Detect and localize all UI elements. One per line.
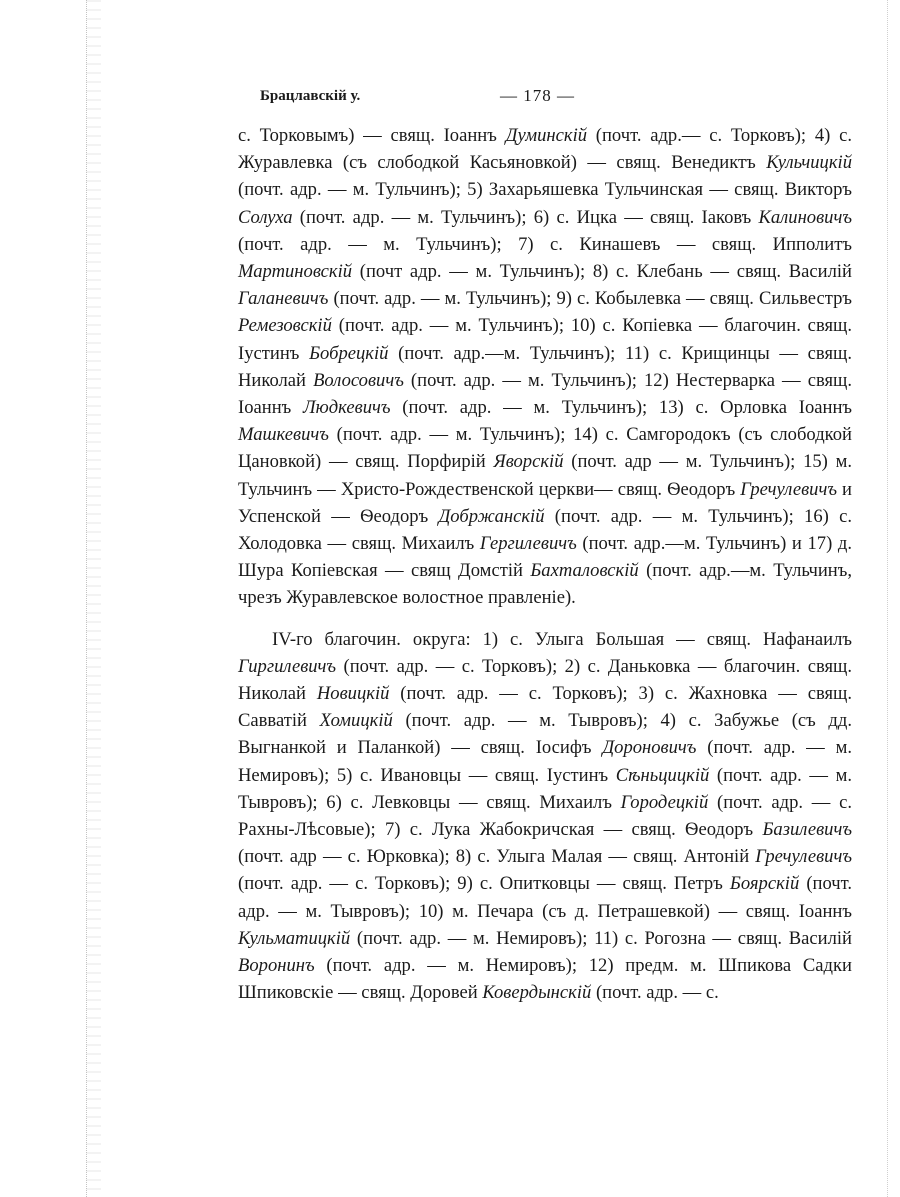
italic-name: Людкевичъ (303, 397, 391, 419)
italic-name: Городецкій (620, 791, 709, 813)
italic-name: Дороновичъ (602, 737, 697, 759)
running-head-county: Брацлавскій у. (260, 88, 361, 104)
italic-name: Мартиновскій (238, 261, 353, 283)
text-run: (почт. адр.—м. Тульчинъ) и 17) д. Шура Копіевская — свящ Домстій (238, 533, 853, 582)
paragraph (238, 122, 852, 612)
italic-name: Новицкій (316, 683, 390, 705)
text-run: с. Торковымъ) — свящ. Іоаннъ (238, 125, 506, 146)
italic-name: Волосовичъ (313, 369, 404, 391)
text-run: (почт. адр. — м. Тульчинъ); 9) с. Кобылевка — свящ. Сильвестръ (328, 288, 852, 310)
page-header (260, 86, 850, 112)
text-run: (почт. адр. — м. Немировъ); 5) с. Ивановцы — свящ. Іустинъ (238, 737, 852, 786)
text-run: (почт. адр. — с. Торковъ); 3) с. Жахновка — свящ. Савватій (238, 683, 852, 732)
text-run: (почт. адр. — с. Рахны-Лѣсовые); 7) с. Лука Жабокричская — свящ. Ѳеодоръ (238, 791, 852, 841)
paragraph (238, 626, 852, 1007)
italic-name: Базилевичъ (762, 819, 852, 841)
italic-name: Солуха (238, 206, 293, 228)
text-run: (почт. адр. — м. Тывровъ); 4) с. Забужье (съ дд. Выгнанкой и Паланкой) — свящ. Іосифъ (238, 710, 852, 759)
italic-name: Гергилевичъ (479, 533, 577, 555)
italic-name: Машкевичъ (238, 424, 329, 446)
text-run: (почт. адр. — м. Немировъ); 11) с. Рогозна — свящ. Василій (350, 927, 852, 949)
italic-name: Яворскій (493, 451, 564, 473)
text-run: (почт. адр.—м. Тульчинъ); 11) с. Крищинцы — свящ. Николай (238, 342, 852, 391)
italic-name: Кульчицкій (766, 152, 852, 174)
italic-name: Гречулевичъ (740, 478, 837, 500)
italic-name: Думинскій (505, 125, 588, 146)
text-run: и Успенской — Ѳеодоръ (238, 478, 852, 527)
text-run: (почт. адр. — м. Тульчинъ); 10) с. Копіевка — благочин. свящ. Іустинъ (238, 315, 852, 364)
text-run: (почт. адр. — м. Тульчинъ); 13) с. Орловка Іоаннъ (390, 397, 853, 419)
text-run: (почт. адр. — м. Тульчинъ); 14) с. Самгородокъ (съ слободкой Цановкой) — свящ. Порфирій (238, 424, 852, 473)
italic-name: Кульматицкій (238, 927, 351, 949)
text-run: (почт. адр — м. Тульчинъ); 15) м. Тульчинъ — Христо-Рождественской церкви— свящ. Ѳеодоръ (238, 451, 852, 500)
text-run: (почт. адр. — с. (591, 982, 719, 1004)
italic-name: Бобрецкій (309, 342, 389, 364)
text-run: (почт. адр. — с. Торковъ); 9) с. Опитковцы — свящ. Петръ (238, 873, 730, 895)
italic-name: Галаневичъ (238, 288, 329, 310)
body-text (238, 122, 852, 1007)
italic-name: Ковердынскій (482, 982, 592, 1004)
scan-edge-right (887, 0, 894, 1197)
italic-name: Бахталовскій (530, 560, 639, 582)
italic-name: Ремезовскій (238, 315, 332, 337)
italic-name: Сѣньцицкій (615, 764, 710, 786)
scan-edge-left (86, 0, 101, 1197)
text-run: (почт. адр.— с. Торковъ); 4) с. Журавлевка (съ слободкой Касьяновкой) — свящ. Венедиктъ (238, 125, 852, 174)
text-run: (почт. адр. — м. Тывровъ); 6) с. Левковцы — свящ. Михаилъ (238, 764, 852, 813)
italic-name: Добржанскій (438, 505, 545, 527)
italic-name: Гиргилевичъ (238, 655, 337, 677)
italic-name: Хомицкій (319, 710, 393, 732)
text-run: (почт. адр. — м. Тульчинъ); 6) с. Ицка — свящ. Іаковъ (292, 206, 759, 228)
text-run: (почт. адр. — м. Тульчинъ); 5) Захарьяшевка Тульчинская — свящ. Викторъ (238, 179, 852, 201)
italic-name: Калиновичъ (758, 206, 852, 228)
text-run: (почт адр. — м. Тульчинъ); 8) с. Клебань — свящ. Василій (352, 261, 852, 283)
text-run: (почт. адр. — м. Тульчинъ); 7) с. Кинашевъ — свящ. Ипполитъ (238, 233, 852, 255)
text-run: (почт. адр. — м. Тульчинъ); 16) с. Холодовка — свящ. Михаилъ (238, 505, 852, 555)
text-run: IV-го благочин. округа: 1) с. Улыга Большая — свящ. Нафанаилъ (272, 628, 852, 650)
italic-name: Гречулевичъ (755, 846, 852, 868)
text-run: (почт. адр.—м. Тульчинъ, чрезъ Журавлевское волостное правленіе). (238, 560, 852, 609)
page-number: — 178 — (500, 86, 575, 105)
italic-name: Боярскій (729, 873, 800, 895)
text-run: (почт. адр. — м. Тывровъ); 10) м. Печара (съ д. Петрашевкой) — свящ. Іоаннъ (238, 873, 852, 922)
text-run: (почт. адр — с. Юрковка); 8) с. Улыга Малая — свящ. Антоній (238, 846, 756, 868)
text-run: (почт. адр. — с. Торковъ); 2) с. Даньковка — благочин. свящ. Николай (238, 655, 852, 705)
text-run: (почт. адр. — м. Немировъ); 12) предм. м. Шпикова Садки Шпиковскіе — свящ. Доровей (238, 955, 852, 1004)
text-run: (почт. адр. — м. Тульчинъ); 12) Нестерварка — свящ. Іоаннъ (238, 369, 852, 419)
italic-name: Воронинъ (238, 955, 315, 977)
